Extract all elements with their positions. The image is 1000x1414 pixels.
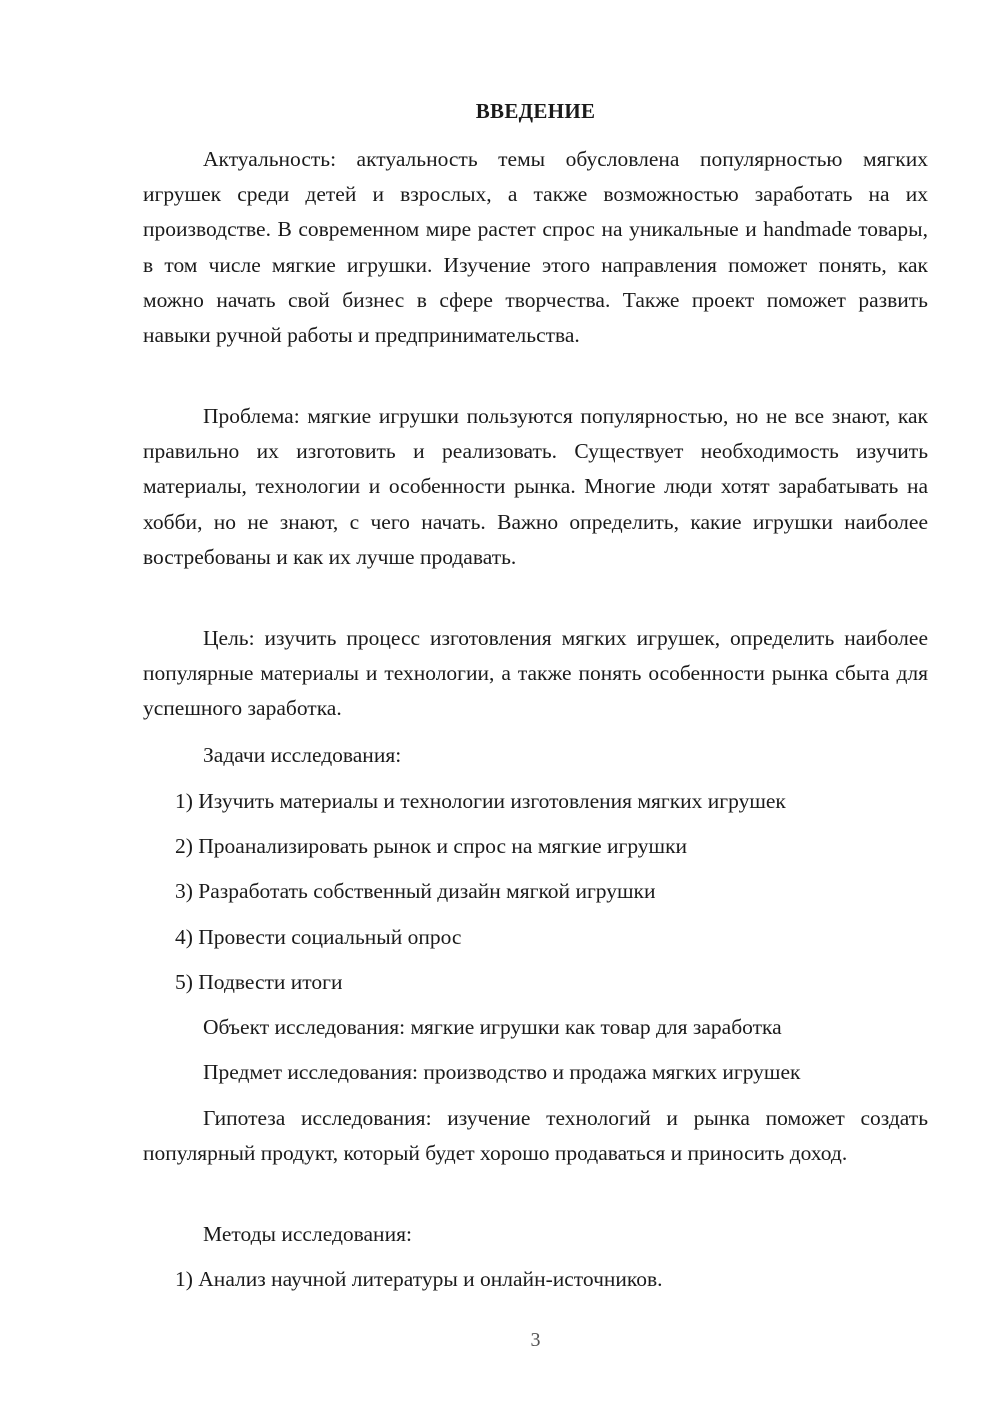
page-number: 3 <box>530 1329 541 1351</box>
relevance-paragraph: Актуальность: актуальность темы обусловлена популярностью мягких игрушек среди детей и взрослых, а также возможностью заработать на их производстве. В современном мире растет спрос на уникальные и handmade товары, в том числе мягкие игрушки. Изучение этого направления поможет понять, как можно начать свой бизнес в сфере творчества. Также проект поможет развить навыки ручной работы и предпринимательства. <box>143 147 928 348</box>
research-object: Объект исследования: мягкие игрушки как товар для заработка <box>203 1015 782 1039</box>
tasks-heading: Задачи исследования: <box>203 743 402 767</box>
task-item: 3) Разработать собственный дизайн мягкой игрушки <box>175 879 656 903</box>
research-subject: Предмет исследования: производство и продажа мягких игрушек <box>203 1060 801 1084</box>
goal-paragraph: Цель: изучить процесс изготовления мягких игрушек, определить наиболее популярные материалы и технологии, а также понять особенности рынка сбыта для успешного заработка. <box>143 626 928 721</box>
methods-heading: Методы исследования: <box>203 1222 412 1246</box>
section-title: ВВЕДЕНИЕ <box>475 99 596 123</box>
task-item: 5) Подвести итоги <box>175 970 343 994</box>
hypothesis-paragraph: Гипотеза исследования: изучение технологий и рынка поможет создать популярный продукт, который будет хорошо продаваться и приносить доход. <box>143 1106 928 1166</box>
task-item: 1) Изучить материалы и технологии изготовления мягких игрушек <box>175 789 786 813</box>
task-item: 2) Проанализировать рынок и спрос на мягкие игрушки <box>175 834 688 858</box>
problem-paragraph: Проблема: мягкие игрушки пользуются популярностью, но не все знают, как правильно их изготовить и реализовать. Существует необходимость изучить материалы, технологии и особенности рынка. Многие люди хотят зарабатывать на хобби, но не знают, с чего начать. Важно определить, какие игрушки наиболее востребованы и как их лучше продавать. <box>143 404 928 569</box>
task-item: 4) Провести социальный опрос <box>175 925 462 949</box>
method-item: 1) Анализ научной литературы и онлайн-источников. <box>175 1267 663 1291</box>
